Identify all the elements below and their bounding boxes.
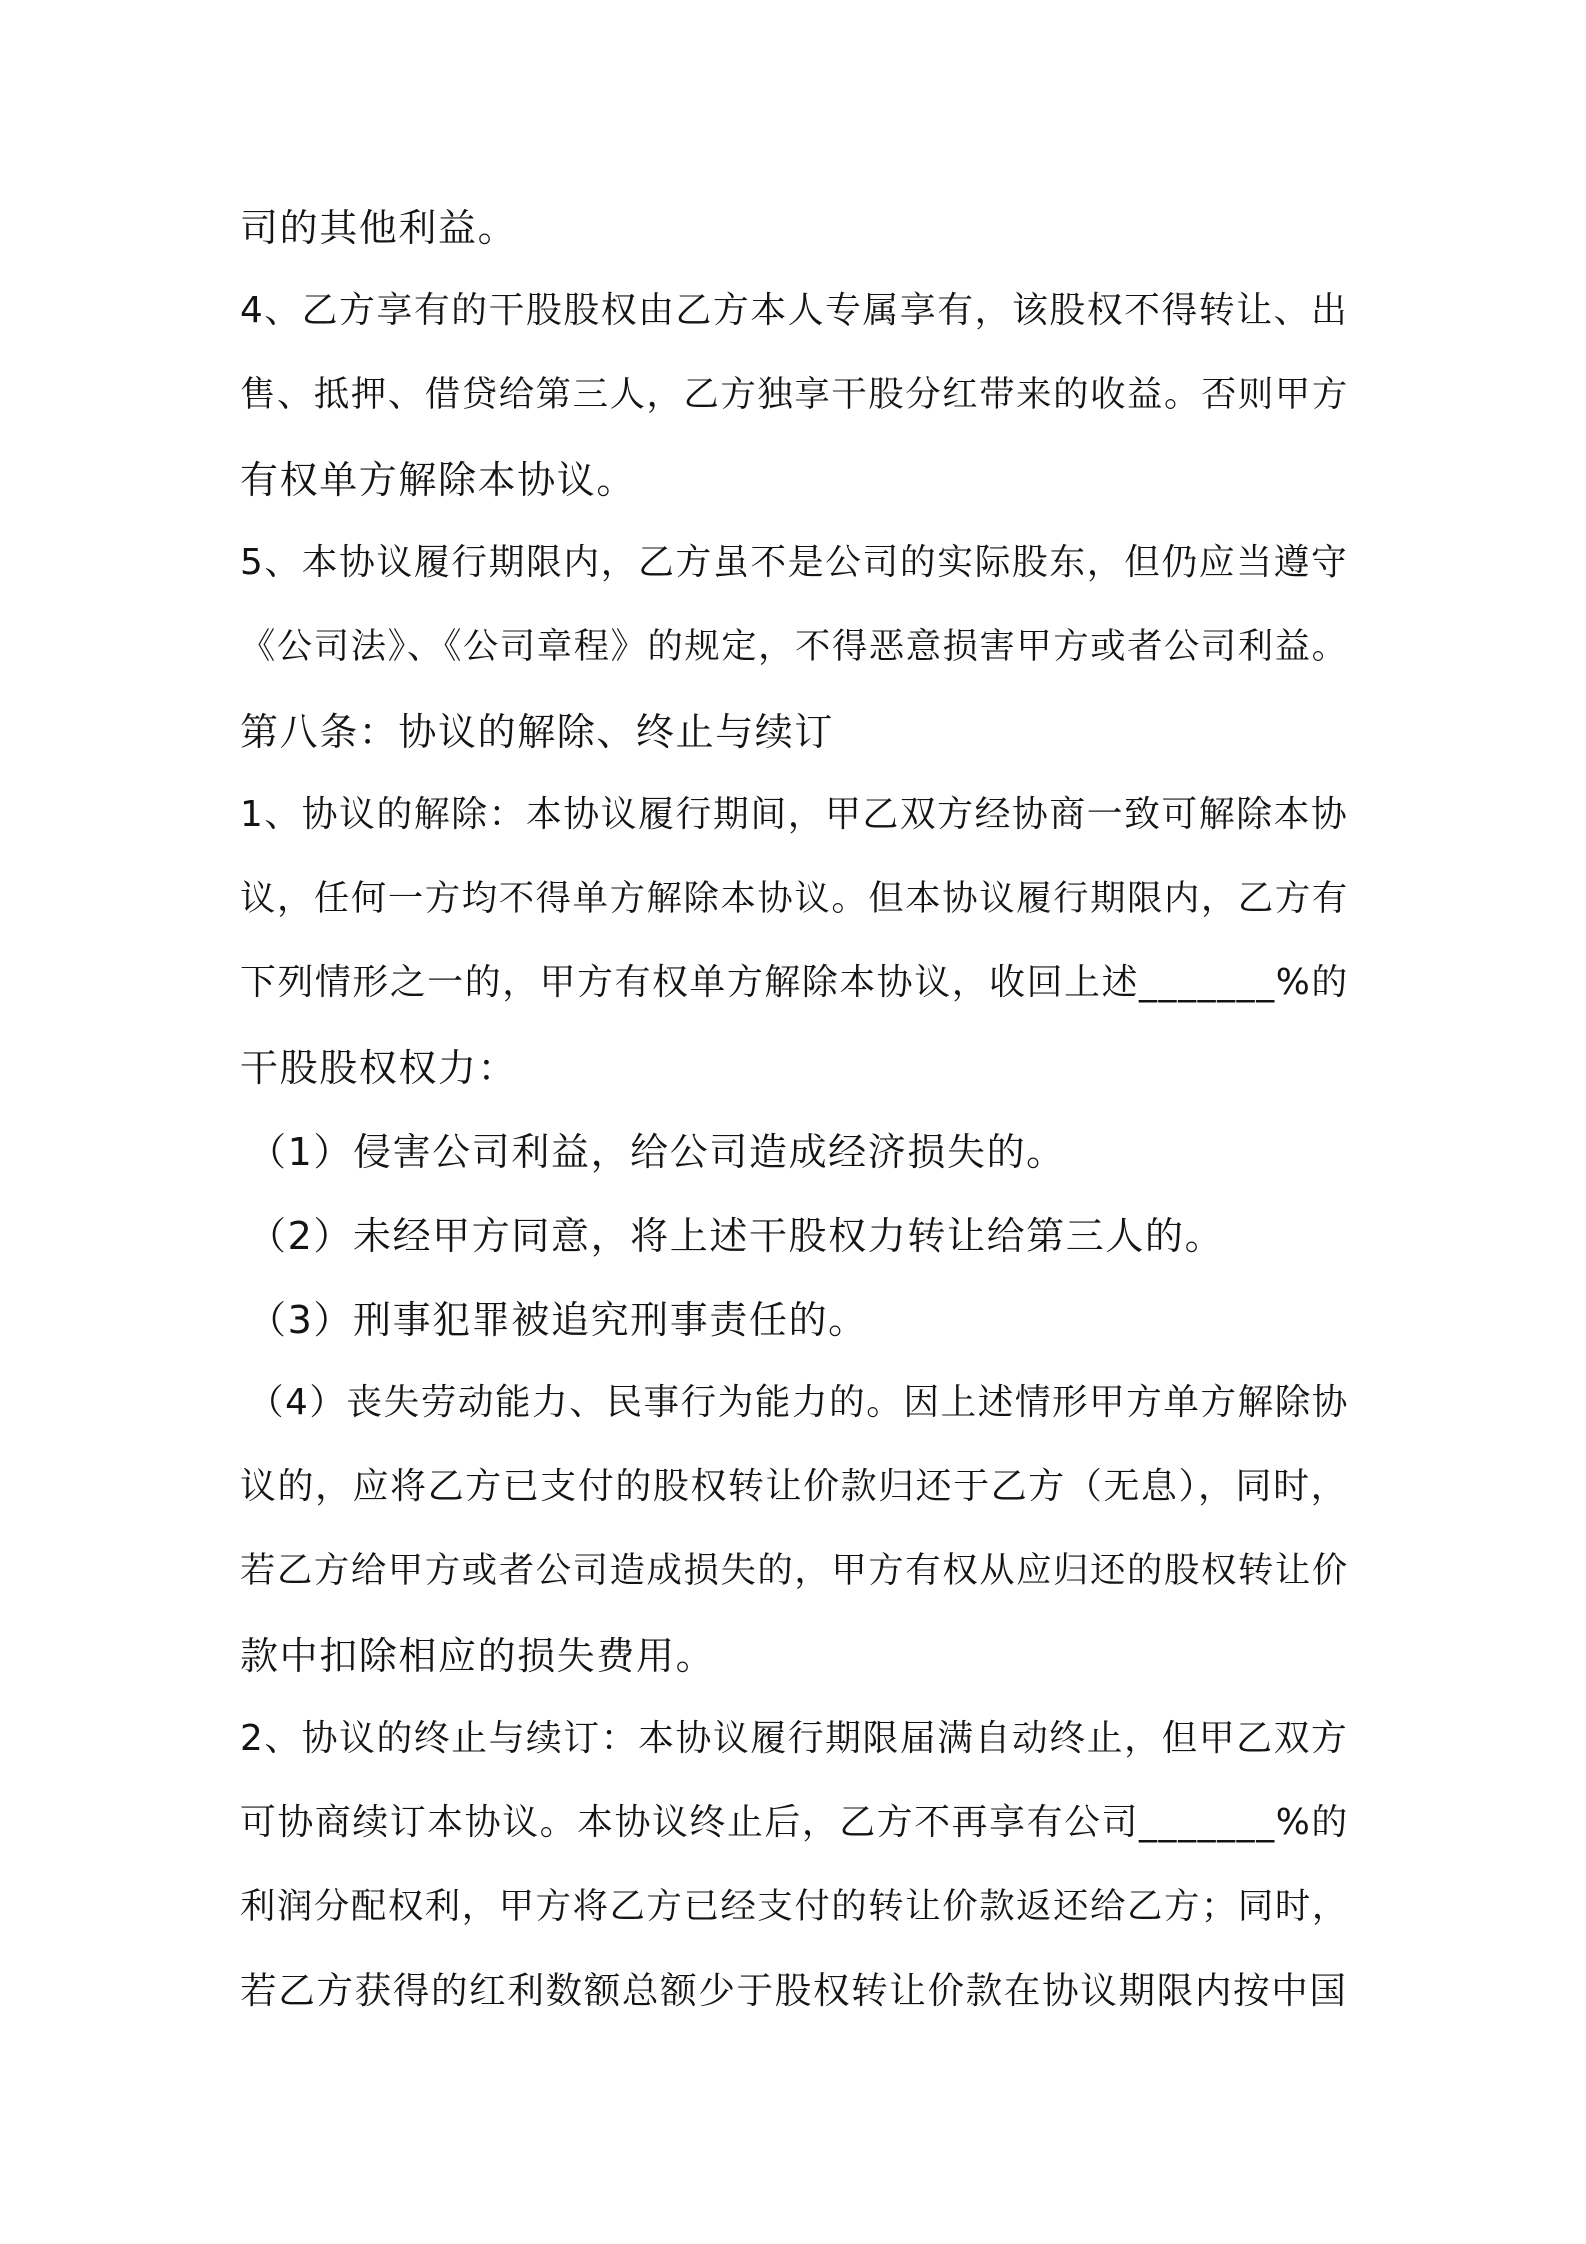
text-line: 售、抵押、借贷给第三人，乙方独享干股分红带来的收益。否则甲方: [240, 374, 1349, 415]
section-heading: 第八条：协议的解除、终止与续订: [240, 710, 835, 754]
text-line: 可协商续订本协议。本协议终止后，乙方不再享有公司_______%的: [240, 1802, 1349, 1843]
text-line: 4、乙方享有的干股股权由乙方本人专属享有，该股权不得转让、出: [240, 290, 1349, 331]
text-line: 2、协议的终止与续订：本协议履行期限届满自动终止，但甲乙双方: [240, 1718, 1349, 1759]
list-item: （3）刑事犯罪被追究刑事责任的。: [248, 1298, 868, 1342]
text-line: 5、本协议履行期限内，乙方虽不是公司的实际股东，但仍应当遵守: [240, 542, 1349, 583]
text-line: 议，任何一方均不得单方解除本协议。但本协议履行期限内，乙方有: [240, 878, 1349, 919]
text-line: 若乙方获得的红利数额总额少于股权转让价款在协议期限内按中国: [240, 1969, 1348, 2012]
text-line: 款中扣除相应的损失费用。: [240, 1634, 716, 1678]
list-item: （4）丧失劳动能力、民事行为能力的。因上述情形甲方单方解除协: [248, 1382, 1350, 1423]
text-line: 干股股权权力：: [240, 1046, 518, 1090]
text-line: 议的，应将乙方已支付的股权转让价款归还于乙方（无息），同时，: [240, 1466, 1349, 1507]
text-line: 有权单方解除本协议。: [240, 458, 637, 502]
text-line: 若乙方给甲方或者公司造成损失的，甲方有权从应归还的股权转让价: [240, 1550, 1349, 1591]
list-item: （2）未经甲方同意，将上述干股权力转让给第三人的。: [248, 1214, 1225, 1258]
text-line: 《公司法》、《公司章程》的规定，不得恶意损害甲方或者公司利益。: [240, 626, 1349, 667]
text-line: 1、协议的解除：本协议履行期间，甲乙双方经协商一致可解除本协: [240, 794, 1349, 835]
list-item: （1）侵害公司利益，给公司造成经济损失的。: [248, 1130, 1066, 1174]
text-line: 利润分配权利，甲方将乙方已经支付的转让价款返还给乙方；同时，: [240, 1886, 1349, 1927]
text-line: 司的其他利益。: [240, 206, 518, 250]
text-line: 下列情形之一的，甲方有权单方解除本协议，收回上述_______%的: [240, 962, 1349, 1003]
